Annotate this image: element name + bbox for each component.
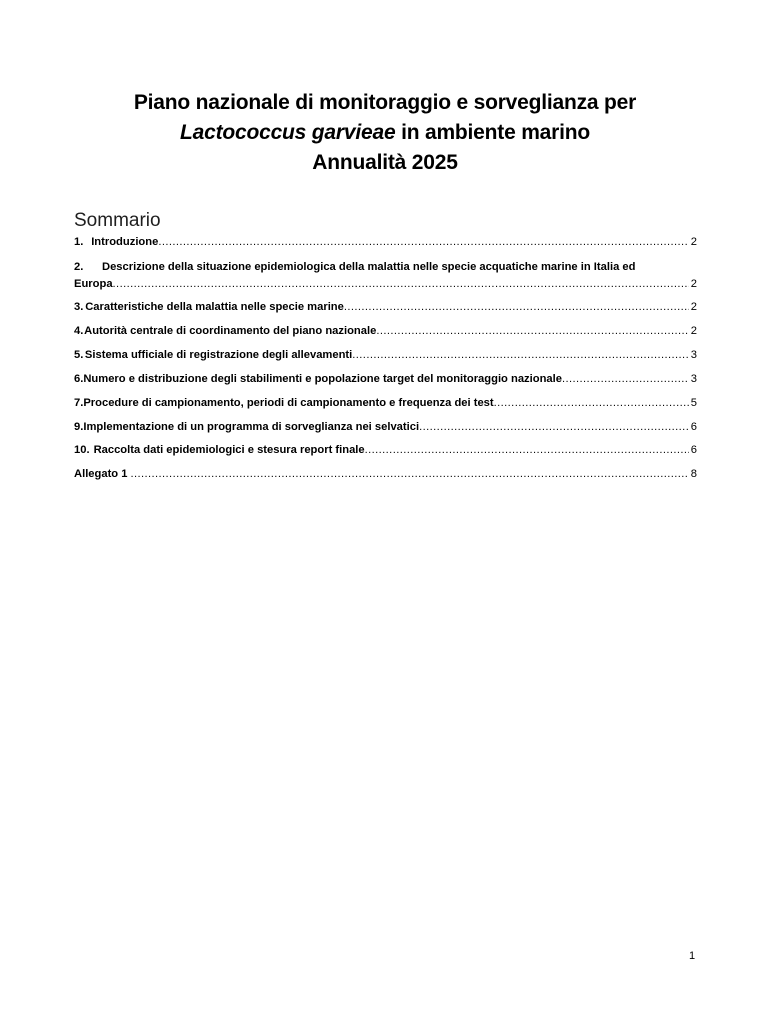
toc-entry-5[interactable]: [74, 349, 697, 365]
toc-leader: [113, 278, 689, 290]
toc-entry-page: 2: [690, 301, 697, 313]
toc-leader: [365, 444, 689, 456]
toc-entry-page: 3: [690, 373, 697, 385]
toc-entry-label: Procedure di campionamento, periodi di campionamento e frequenza dei test: [83, 397, 494, 409]
toc-entry-page: 3: [690, 349, 697, 361]
toc-leader: [419, 421, 689, 433]
toc-entry-label: Caratteristiche della malattia nelle specie marine: [85, 301, 344, 313]
toc-entry-label: Allegato 1: [74, 468, 128, 480]
title-line-3: Annualità 2025: [312, 151, 458, 174]
toc-entry-page: 6: [690, 421, 697, 433]
toc-leader: [352, 349, 688, 361]
toc-entry-label: Introduzione: [91, 236, 159, 248]
species-name: Lactococcus garvieae: [179, 121, 396, 144]
page-number: 1: [689, 950, 696, 962]
toc-entry-label: Descrizione della situazione epidemiologica della malattia nelle specie acquatiche marine in Italia ed: [102, 261, 636, 273]
toc-entry-label: Sistema ufficiale di registrazione degli allevamenti: [84, 349, 353, 361]
toc-entry-3[interactable]: [74, 301, 697, 317]
toc-entry-4[interactable]: [74, 325, 697, 341]
title-line-2: [0, 118, 770, 148]
toc-entry-number: 7.: [74, 397, 84, 409]
toc-entry-6[interactable]: [74, 373, 697, 389]
toc-entry-page: 6: [690, 444, 697, 456]
toc-entry-page: 2: [690, 325, 697, 337]
toc-leader: [344, 301, 689, 313]
toc-entry-number: 5.: [74, 349, 84, 361]
toc-entry-number: 6.: [74, 373, 84, 385]
toc-entry-number: 2.: [74, 261, 84, 273]
toc-leader: [562, 373, 689, 385]
title-line-2-rest: in ambiente marino: [395, 121, 591, 144]
toc-leader: [130, 468, 688, 480]
toc-entry-label: Numero e distribuzione degli stabilimenti e popolazione target del monitoraggio nazionale: [83, 373, 562, 385]
toc-heading: Sommario: [74, 210, 161, 231]
document-title: [0, 88, 770, 178]
toc-entry-1[interactable]: [74, 236, 697, 252]
toc-entry-allegato-1[interactable]: [74, 468, 697, 484]
toc-entry-number: 3.: [74, 301, 84, 313]
toc-entry-number: 10.: [74, 444, 90, 456]
toc-leader: [494, 397, 689, 409]
toc-entry-page: 2: [690, 278, 697, 290]
toc-entry-number: 4.: [74, 325, 84, 337]
toc-entry-page: 5: [690, 397, 697, 409]
toc-entry-page: 8: [690, 468, 697, 480]
toc-entry-10[interactable]: [74, 444, 697, 460]
toc-entry-label: Implementazione di un programma di sorveglianza nei selvatici: [83, 421, 420, 433]
toc-entry-number: 1.: [74, 236, 84, 248]
toc-leader: [158, 236, 688, 248]
toc-entry-label: Raccolta dati epidemiologici e stesura report finale: [93, 444, 365, 456]
title-line-1: Piano nazionale di monitoraggio e sorveglianza per: [133, 91, 637, 114]
toc-leader: [376, 325, 688, 337]
toc-entry-number: 9.: [74, 421, 84, 433]
toc-entry-label-cont: Europa: [74, 278, 113, 290]
toc-entry-2-line-2[interactable]: [74, 278, 697, 294]
toc-entry-9[interactable]: [74, 421, 697, 437]
toc-entry-label: Autorità centrale di coordinamento del piano nazionale: [84, 325, 377, 337]
toc-entry-page: 2: [690, 236, 697, 248]
toc-entry-7[interactable]: [74, 397, 697, 413]
toc-entry-2-line-1[interactable]: [74, 261, 697, 277]
